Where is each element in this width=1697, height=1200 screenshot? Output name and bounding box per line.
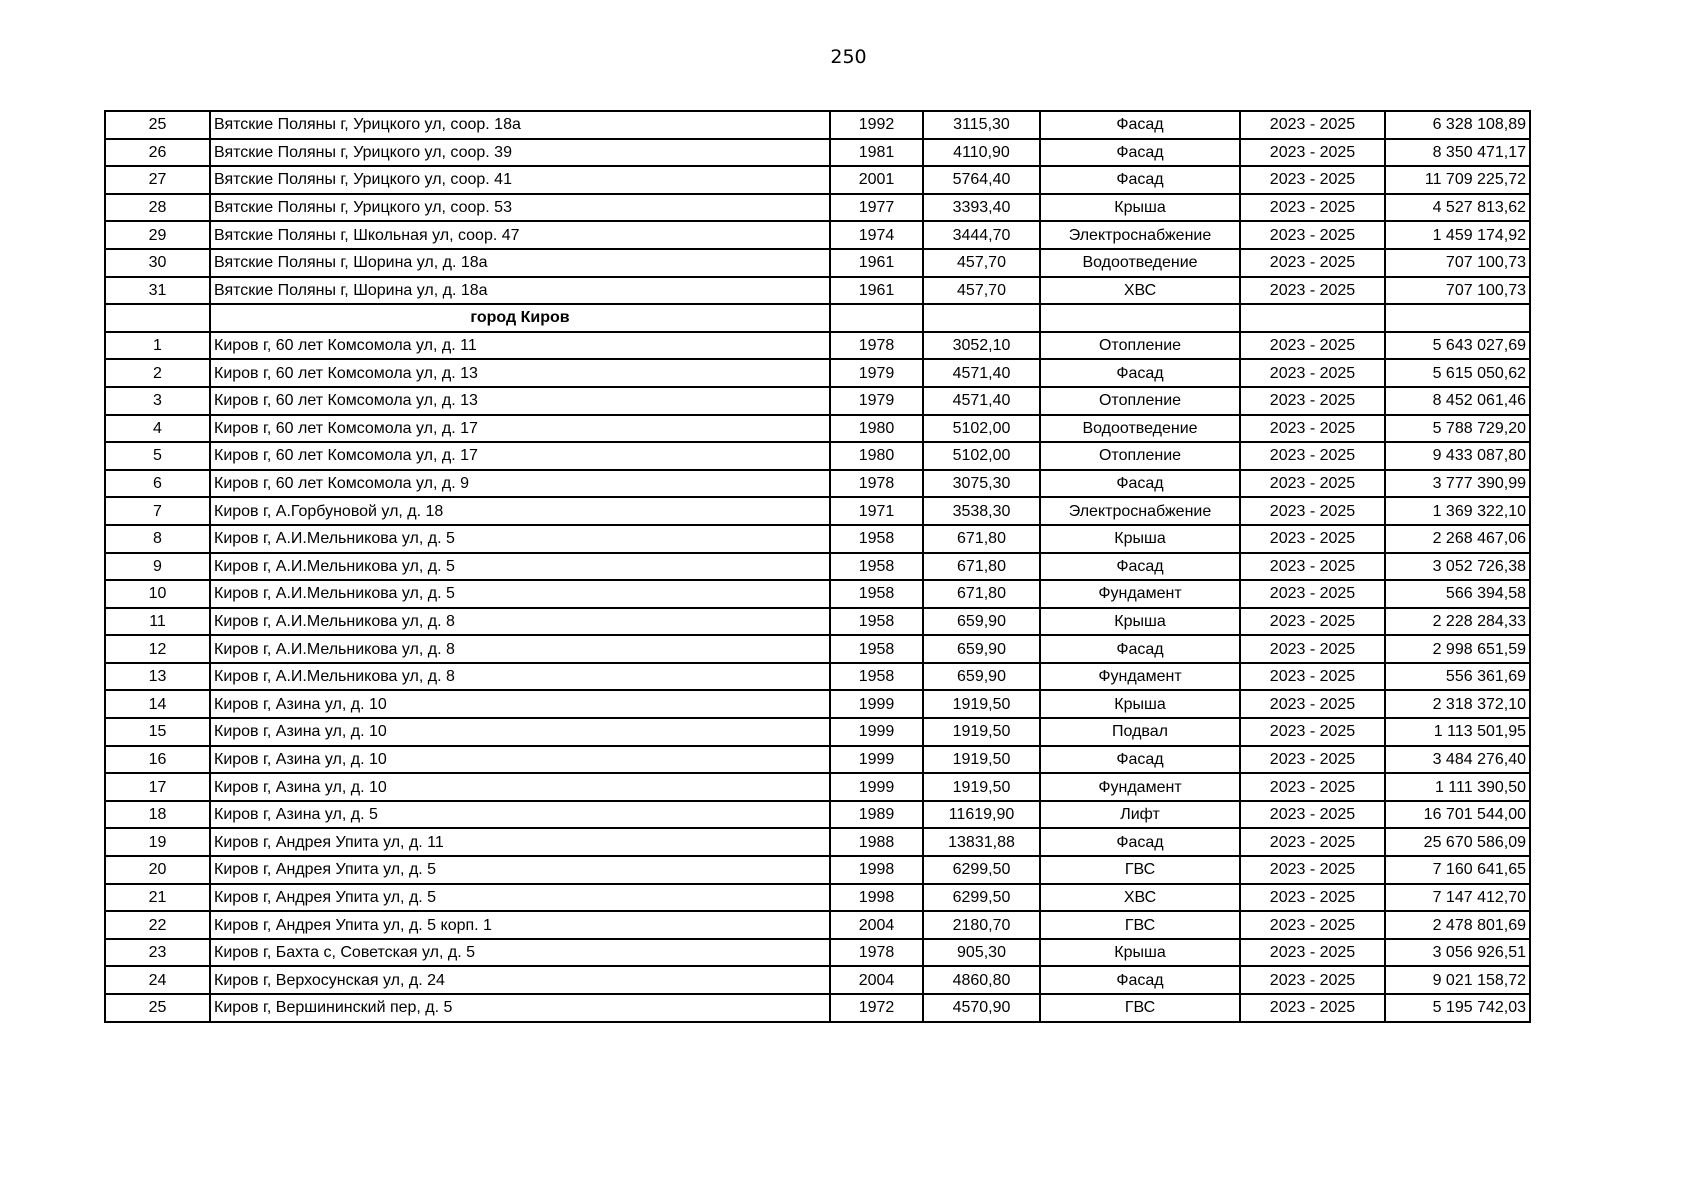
area-cell: 671,80 xyxy=(923,580,1040,608)
work-type-cell: Крыша xyxy=(1040,608,1240,636)
table-row xyxy=(105,746,1530,774)
area-cell: 1919,50 xyxy=(923,718,1040,746)
year-built-cell: 1981 xyxy=(830,139,923,167)
row-number: 14 xyxy=(105,690,210,718)
year-built-cell: 1978 xyxy=(830,332,923,360)
work-type-cell: Фасад xyxy=(1040,746,1240,774)
year-built-cell: 1958 xyxy=(830,663,923,691)
address-cell: Вятские Поляны г, Урицкого ул, соор. 41 xyxy=(210,166,830,194)
period-cell: 2023 - 2025 xyxy=(1240,690,1385,718)
row-number: 16 xyxy=(105,746,210,774)
cost-cell: 3 056 926,51 xyxy=(1385,939,1530,967)
area-cell: 6299,50 xyxy=(923,856,1040,884)
row-number: 28 xyxy=(105,194,210,222)
period-cell: 2023 - 2025 xyxy=(1240,415,1385,443)
row-number: 21 xyxy=(105,884,210,912)
period-cell: 2023 - 2025 xyxy=(1240,111,1385,139)
table-row xyxy=(105,525,1530,553)
empty-cell xyxy=(923,304,1040,332)
row-number: 23 xyxy=(105,939,210,967)
area-cell: 5102,00 xyxy=(923,442,1040,470)
table-row xyxy=(105,966,1530,994)
table-row xyxy=(105,359,1530,387)
address-cell: Вятские Поляны г, Шорина ул, д. 18а xyxy=(210,277,830,305)
period-cell: 2023 - 2025 xyxy=(1240,332,1385,360)
row-number: 7 xyxy=(105,497,210,525)
table-row xyxy=(105,387,1530,415)
address-cell: Киров г, А.И.Мельникова ул, д. 5 xyxy=(210,525,830,553)
period-cell: 2023 - 2025 xyxy=(1240,884,1385,912)
area-cell: 4571,40 xyxy=(923,387,1040,415)
cost-cell: 1 111 390,50 xyxy=(1385,773,1530,801)
year-built-cell: 1989 xyxy=(830,801,923,829)
area-cell: 905,30 xyxy=(923,939,1040,967)
cost-cell: 3 052 726,38 xyxy=(1385,553,1530,581)
area-cell: 3052,10 xyxy=(923,332,1040,360)
row-number: 2 xyxy=(105,359,210,387)
area-cell: 3538,30 xyxy=(923,497,1040,525)
cost-cell: 566 394,58 xyxy=(1385,580,1530,608)
cost-cell: 8 452 061,46 xyxy=(1385,387,1530,415)
area-cell: 4571,40 xyxy=(923,359,1040,387)
cost-cell: 25 670 586,09 xyxy=(1385,828,1530,856)
work-type-cell: Лифт xyxy=(1040,801,1240,829)
address-cell: Киров г, А.И.Мельникова ул, д. 8 xyxy=(210,663,830,691)
area-cell: 1919,50 xyxy=(923,746,1040,774)
cost-cell: 2 318 372,10 xyxy=(1385,690,1530,718)
area-cell: 3393,40 xyxy=(923,194,1040,222)
address-cell: Киров г, Андрея Упита ул, д. 5 корп. 1 xyxy=(210,911,830,939)
period-cell: 2023 - 2025 xyxy=(1240,166,1385,194)
year-built-cell: 2004 xyxy=(830,966,923,994)
period-cell: 2023 - 2025 xyxy=(1240,525,1385,553)
row-number: 30 xyxy=(105,249,210,277)
work-type-cell: Крыша xyxy=(1040,194,1240,222)
table-row xyxy=(105,221,1530,249)
area-cell: 6299,50 xyxy=(923,884,1040,912)
work-type-cell: Фасад xyxy=(1040,166,1240,194)
period-cell: 2023 - 2025 xyxy=(1240,553,1385,581)
table-row xyxy=(105,249,1530,277)
area-cell: 13831,88 xyxy=(923,828,1040,856)
work-type-cell: Водоотведение xyxy=(1040,415,1240,443)
year-built-cell: 1978 xyxy=(830,939,923,967)
period-cell: 2023 - 2025 xyxy=(1240,580,1385,608)
period-cell: 2023 - 2025 xyxy=(1240,718,1385,746)
repair-register-table xyxy=(104,110,1531,1023)
work-type-cell: Фасад xyxy=(1040,139,1240,167)
table-row xyxy=(105,690,1530,718)
row-number: 29 xyxy=(105,221,210,249)
area-cell: 1919,50 xyxy=(923,773,1040,801)
period-cell: 2023 - 2025 xyxy=(1240,194,1385,222)
address-cell: Киров г, А.И.Мельникова ул, д. 5 xyxy=(210,580,830,608)
year-built-cell: 1999 xyxy=(830,746,923,774)
row-number: 24 xyxy=(105,966,210,994)
row-number: 3 xyxy=(105,387,210,415)
table-row xyxy=(105,994,1530,1022)
section-title: город Киров xyxy=(210,304,830,332)
work-type-cell: Отопление xyxy=(1040,442,1240,470)
year-built-cell: 1958 xyxy=(830,580,923,608)
table-row xyxy=(105,497,1530,525)
year-built-cell: 1974 xyxy=(830,221,923,249)
period-cell: 2023 - 2025 xyxy=(1240,139,1385,167)
cost-cell: 1 459 174,92 xyxy=(1385,221,1530,249)
cost-cell: 2 268 467,06 xyxy=(1385,525,1530,553)
work-type-cell: ГВС xyxy=(1040,856,1240,884)
table-row xyxy=(105,856,1530,884)
year-built-cell: 1999 xyxy=(830,690,923,718)
work-type-cell: Фасад xyxy=(1040,553,1240,581)
row-number: 18 xyxy=(105,801,210,829)
cost-cell: 8 350 471,17 xyxy=(1385,139,1530,167)
row-number: 4 xyxy=(105,415,210,443)
period-cell: 2023 - 2025 xyxy=(1240,773,1385,801)
period-cell: 2023 - 2025 xyxy=(1240,663,1385,691)
cost-cell: 5 615 050,62 xyxy=(1385,359,1530,387)
row-number: 6 xyxy=(105,470,210,498)
period-cell: 2023 - 2025 xyxy=(1240,277,1385,305)
cost-cell: 4 527 813,62 xyxy=(1385,194,1530,222)
address-cell: Киров г, 60 лет Комсомола ул, д. 17 xyxy=(210,442,830,470)
address-cell: Киров г, Азина ул, д. 10 xyxy=(210,746,830,774)
cost-cell: 11 709 225,72 xyxy=(1385,166,1530,194)
table-row xyxy=(105,635,1530,663)
address-cell: Киров г, Верхосунская ул, д. 24 xyxy=(210,966,830,994)
area-cell: 5102,00 xyxy=(923,415,1040,443)
area-cell: 2180,70 xyxy=(923,911,1040,939)
row-number: 1 xyxy=(105,332,210,360)
table-row xyxy=(105,939,1530,967)
year-built-cell: 1999 xyxy=(830,718,923,746)
cost-cell: 5 788 729,20 xyxy=(1385,415,1530,443)
address-cell: Киров г, А.И.Мельникова ул, д. 5 xyxy=(210,553,830,581)
address-cell: Киров г, А.И.Мельникова ул, д. 8 xyxy=(210,608,830,636)
address-cell: Вятские Поляны г, Урицкого ул, соор. 53 xyxy=(210,194,830,222)
period-cell: 2023 - 2025 xyxy=(1240,911,1385,939)
work-type-cell: Подвал xyxy=(1040,718,1240,746)
cost-cell: 5 195 742,03 xyxy=(1385,994,1530,1022)
row-number: 31 xyxy=(105,277,210,305)
row-number: 8 xyxy=(105,525,210,553)
cost-cell: 707 100,73 xyxy=(1385,277,1530,305)
period-cell: 2023 - 2025 xyxy=(1240,442,1385,470)
year-built-cell: 1979 xyxy=(830,359,923,387)
period-cell: 2023 - 2025 xyxy=(1240,856,1385,884)
address-cell: Киров г, 60 лет Комсомола ул, д. 13 xyxy=(210,359,830,387)
area-cell: 3115,30 xyxy=(923,111,1040,139)
year-built-cell: 1988 xyxy=(830,828,923,856)
empty-cell xyxy=(1240,304,1385,332)
cost-cell: 1 113 501,95 xyxy=(1385,718,1530,746)
period-cell: 2023 - 2025 xyxy=(1240,966,1385,994)
period-cell: 2023 - 2025 xyxy=(1240,801,1385,829)
cost-cell: 3 777 390,99 xyxy=(1385,470,1530,498)
area-cell: 4860,80 xyxy=(923,966,1040,994)
cost-cell: 2 228 284,33 xyxy=(1385,608,1530,636)
area-cell: 457,70 xyxy=(923,249,1040,277)
period-cell: 2023 - 2025 xyxy=(1240,497,1385,525)
area-cell: 457,70 xyxy=(923,277,1040,305)
year-built-cell: 1961 xyxy=(830,277,923,305)
year-built-cell: 1958 xyxy=(830,553,923,581)
year-built-cell: 1958 xyxy=(830,608,923,636)
row-number: 12 xyxy=(105,635,210,663)
cost-cell: 5 643 027,69 xyxy=(1385,332,1530,360)
work-type-cell: Фасад xyxy=(1040,111,1240,139)
work-type-cell: Фундамент xyxy=(1040,580,1240,608)
table-row xyxy=(105,801,1530,829)
area-cell: 3075,30 xyxy=(923,470,1040,498)
address-cell: Киров г, Азина ул, д. 10 xyxy=(210,718,830,746)
address-cell: Вятские Поляны г, Урицкого ул, соор. 39 xyxy=(210,139,830,167)
year-built-cell: 1961 xyxy=(830,249,923,277)
row-number: 27 xyxy=(105,166,210,194)
address-cell: Киров г, Бахта с, Советская ул, д. 5 xyxy=(210,939,830,967)
empty-cell xyxy=(1040,304,1240,332)
table-row xyxy=(105,194,1530,222)
address-cell: Киров г, Андрея Упита ул, д. 5 xyxy=(210,856,830,884)
period-cell: 2023 - 2025 xyxy=(1240,608,1385,636)
table-row xyxy=(105,773,1530,801)
address-cell: Киров г, 60 лет Комсомола ул, д. 13 xyxy=(210,387,830,415)
year-built-cell: 1998 xyxy=(830,884,923,912)
period-cell: 2023 - 2025 xyxy=(1240,939,1385,967)
work-type-cell: Фундамент xyxy=(1040,663,1240,691)
period-cell: 2023 - 2025 xyxy=(1240,387,1385,415)
row-number: 13 xyxy=(105,663,210,691)
table-row xyxy=(105,580,1530,608)
row-number: 20 xyxy=(105,856,210,884)
table-row xyxy=(105,277,1530,305)
row-number: 15 xyxy=(105,718,210,746)
area-cell: 5764,40 xyxy=(923,166,1040,194)
year-built-cell: 1980 xyxy=(830,415,923,443)
cost-cell: 16 701 544,00 xyxy=(1385,801,1530,829)
year-built-cell: 1998 xyxy=(830,856,923,884)
cost-cell: 7 147 412,70 xyxy=(1385,884,1530,912)
row-number: 25 xyxy=(105,994,210,1022)
address-cell: Киров г, А.Горбуновой ул, д. 18 xyxy=(210,497,830,525)
work-type-cell: ГВС xyxy=(1040,911,1240,939)
row-number: 9 xyxy=(105,553,210,581)
table-row xyxy=(105,111,1530,139)
year-built-cell: 1978 xyxy=(830,470,923,498)
row-number: 17 xyxy=(105,773,210,801)
address-cell: Киров г, А.И.Мельникова ул, д. 8 xyxy=(210,635,830,663)
table-row xyxy=(105,470,1530,498)
work-type-cell: Фасад xyxy=(1040,470,1240,498)
year-built-cell: 1992 xyxy=(830,111,923,139)
address-cell: Киров г, Вершининский пер, д. 5 xyxy=(210,994,830,1022)
cost-cell: 1 369 322,10 xyxy=(1385,497,1530,525)
row-number: 25 xyxy=(105,111,210,139)
row-number: 10 xyxy=(105,580,210,608)
period-cell: 2023 - 2025 xyxy=(1240,994,1385,1022)
table-row xyxy=(105,442,1530,470)
address-cell: Вятские Поляны г, Школьная ул, соор. 47 xyxy=(210,221,830,249)
page-number: 250 xyxy=(830,46,867,68)
row-number: 22 xyxy=(105,911,210,939)
row-number: 5 xyxy=(105,442,210,470)
year-built-cell: 1971 xyxy=(830,497,923,525)
year-built-cell: 2004 xyxy=(830,911,923,939)
year-built-cell: 1958 xyxy=(830,635,923,663)
year-built-cell: 1979 xyxy=(830,387,923,415)
work-type-cell: Электроснабжение xyxy=(1040,497,1240,525)
area-cell: 659,90 xyxy=(923,635,1040,663)
cost-cell: 2 478 801,69 xyxy=(1385,911,1530,939)
cost-cell: 9 021 158,72 xyxy=(1385,966,1530,994)
year-built-cell: 1980 xyxy=(830,442,923,470)
row-number: 19 xyxy=(105,828,210,856)
table-row xyxy=(105,166,1530,194)
address-cell: Киров г, Азина ул, д. 10 xyxy=(210,773,830,801)
address-cell: Киров г, Андрея Упита ул, д. 11 xyxy=(210,828,830,856)
table-row xyxy=(105,718,1530,746)
work-type-cell: Фасад xyxy=(1040,635,1240,663)
period-cell: 2023 - 2025 xyxy=(1240,635,1385,663)
address-cell: Вятские Поляны г, Урицкого ул, соор. 18а xyxy=(210,111,830,139)
table-row xyxy=(105,663,1530,691)
row-number: 26 xyxy=(105,139,210,167)
address-cell: Вятские Поляны г, Шорина ул, д. 18а xyxy=(210,249,830,277)
table-row xyxy=(105,884,1530,912)
empty-cell xyxy=(105,304,210,332)
year-built-cell: 1958 xyxy=(830,525,923,553)
area-cell: 1919,50 xyxy=(923,690,1040,718)
cost-cell: 6 328 108,89 xyxy=(1385,111,1530,139)
work-type-cell: Крыша xyxy=(1040,939,1240,967)
year-built-cell: 1977 xyxy=(830,194,923,222)
empty-cell xyxy=(1385,304,1530,332)
table-row xyxy=(105,139,1530,167)
work-type-cell: ХВС xyxy=(1040,277,1240,305)
work-type-cell: ГВС xyxy=(1040,994,1240,1022)
work-type-cell: Водоотведение xyxy=(1040,249,1240,277)
table-row xyxy=(105,828,1530,856)
period-cell: 2023 - 2025 xyxy=(1240,470,1385,498)
table-row xyxy=(105,608,1530,636)
year-built-cell: 1972 xyxy=(830,994,923,1022)
address-cell: Киров г, Андрея Упита ул, д. 5 xyxy=(210,884,830,912)
period-cell: 2023 - 2025 xyxy=(1240,746,1385,774)
empty-cell xyxy=(830,304,923,332)
year-built-cell: 2001 xyxy=(830,166,923,194)
area-cell: 671,80 xyxy=(923,525,1040,553)
register-body xyxy=(105,111,1530,1022)
table-row xyxy=(105,332,1530,360)
period-cell: 2023 - 2025 xyxy=(1240,249,1385,277)
address-cell: Киров г, Азина ул, д. 10 xyxy=(210,690,830,718)
address-cell: Киров г, 60 лет Комсомола ул, д. 11 xyxy=(210,332,830,360)
work-type-cell: Отопление xyxy=(1040,332,1240,360)
work-type-cell: ХВС xyxy=(1040,884,1240,912)
cost-cell: 9 433 087,80 xyxy=(1385,442,1530,470)
cost-cell: 7 160 641,65 xyxy=(1385,856,1530,884)
address-cell: Киров г, Азина ул, д. 5 xyxy=(210,801,830,829)
year-built-cell: 1999 xyxy=(830,773,923,801)
period-cell: 2023 - 2025 xyxy=(1240,359,1385,387)
work-type-cell: Фасад xyxy=(1040,828,1240,856)
work-type-cell: Крыша xyxy=(1040,690,1240,718)
work-type-cell: Фасад xyxy=(1040,966,1240,994)
cost-cell: 2 998 651,59 xyxy=(1385,635,1530,663)
area-cell: 11619,90 xyxy=(923,801,1040,829)
period-cell: 2023 - 2025 xyxy=(1240,221,1385,249)
work-type-cell: Электроснабжение xyxy=(1040,221,1240,249)
cost-cell: 3 484 276,40 xyxy=(1385,746,1530,774)
table-row xyxy=(105,415,1530,443)
period-cell: 2023 - 2025 xyxy=(1240,828,1385,856)
area-cell: 659,90 xyxy=(923,663,1040,691)
cost-cell: 556 361,69 xyxy=(1385,663,1530,691)
work-type-cell: Крыша xyxy=(1040,525,1240,553)
area-cell: 671,80 xyxy=(923,553,1040,581)
section-row xyxy=(105,304,1530,332)
work-type-cell: Отопление xyxy=(1040,387,1240,415)
area-cell: 659,90 xyxy=(923,608,1040,636)
address-cell: Киров г, 60 лет Комсомола ул, д. 17 xyxy=(210,415,830,443)
area-cell: 4110,90 xyxy=(923,139,1040,167)
area-cell: 3444,70 xyxy=(923,221,1040,249)
work-type-cell: Фундамент xyxy=(1040,773,1240,801)
table-row xyxy=(105,911,1530,939)
row-number: 11 xyxy=(105,608,210,636)
area-cell: 4570,90 xyxy=(923,994,1040,1022)
cost-cell: 707 100,73 xyxy=(1385,249,1530,277)
table-row xyxy=(105,553,1530,581)
work-type-cell: Фасад xyxy=(1040,359,1240,387)
address-cell: Киров г, 60 лет Комсомола ул, д. 9 xyxy=(210,470,830,498)
